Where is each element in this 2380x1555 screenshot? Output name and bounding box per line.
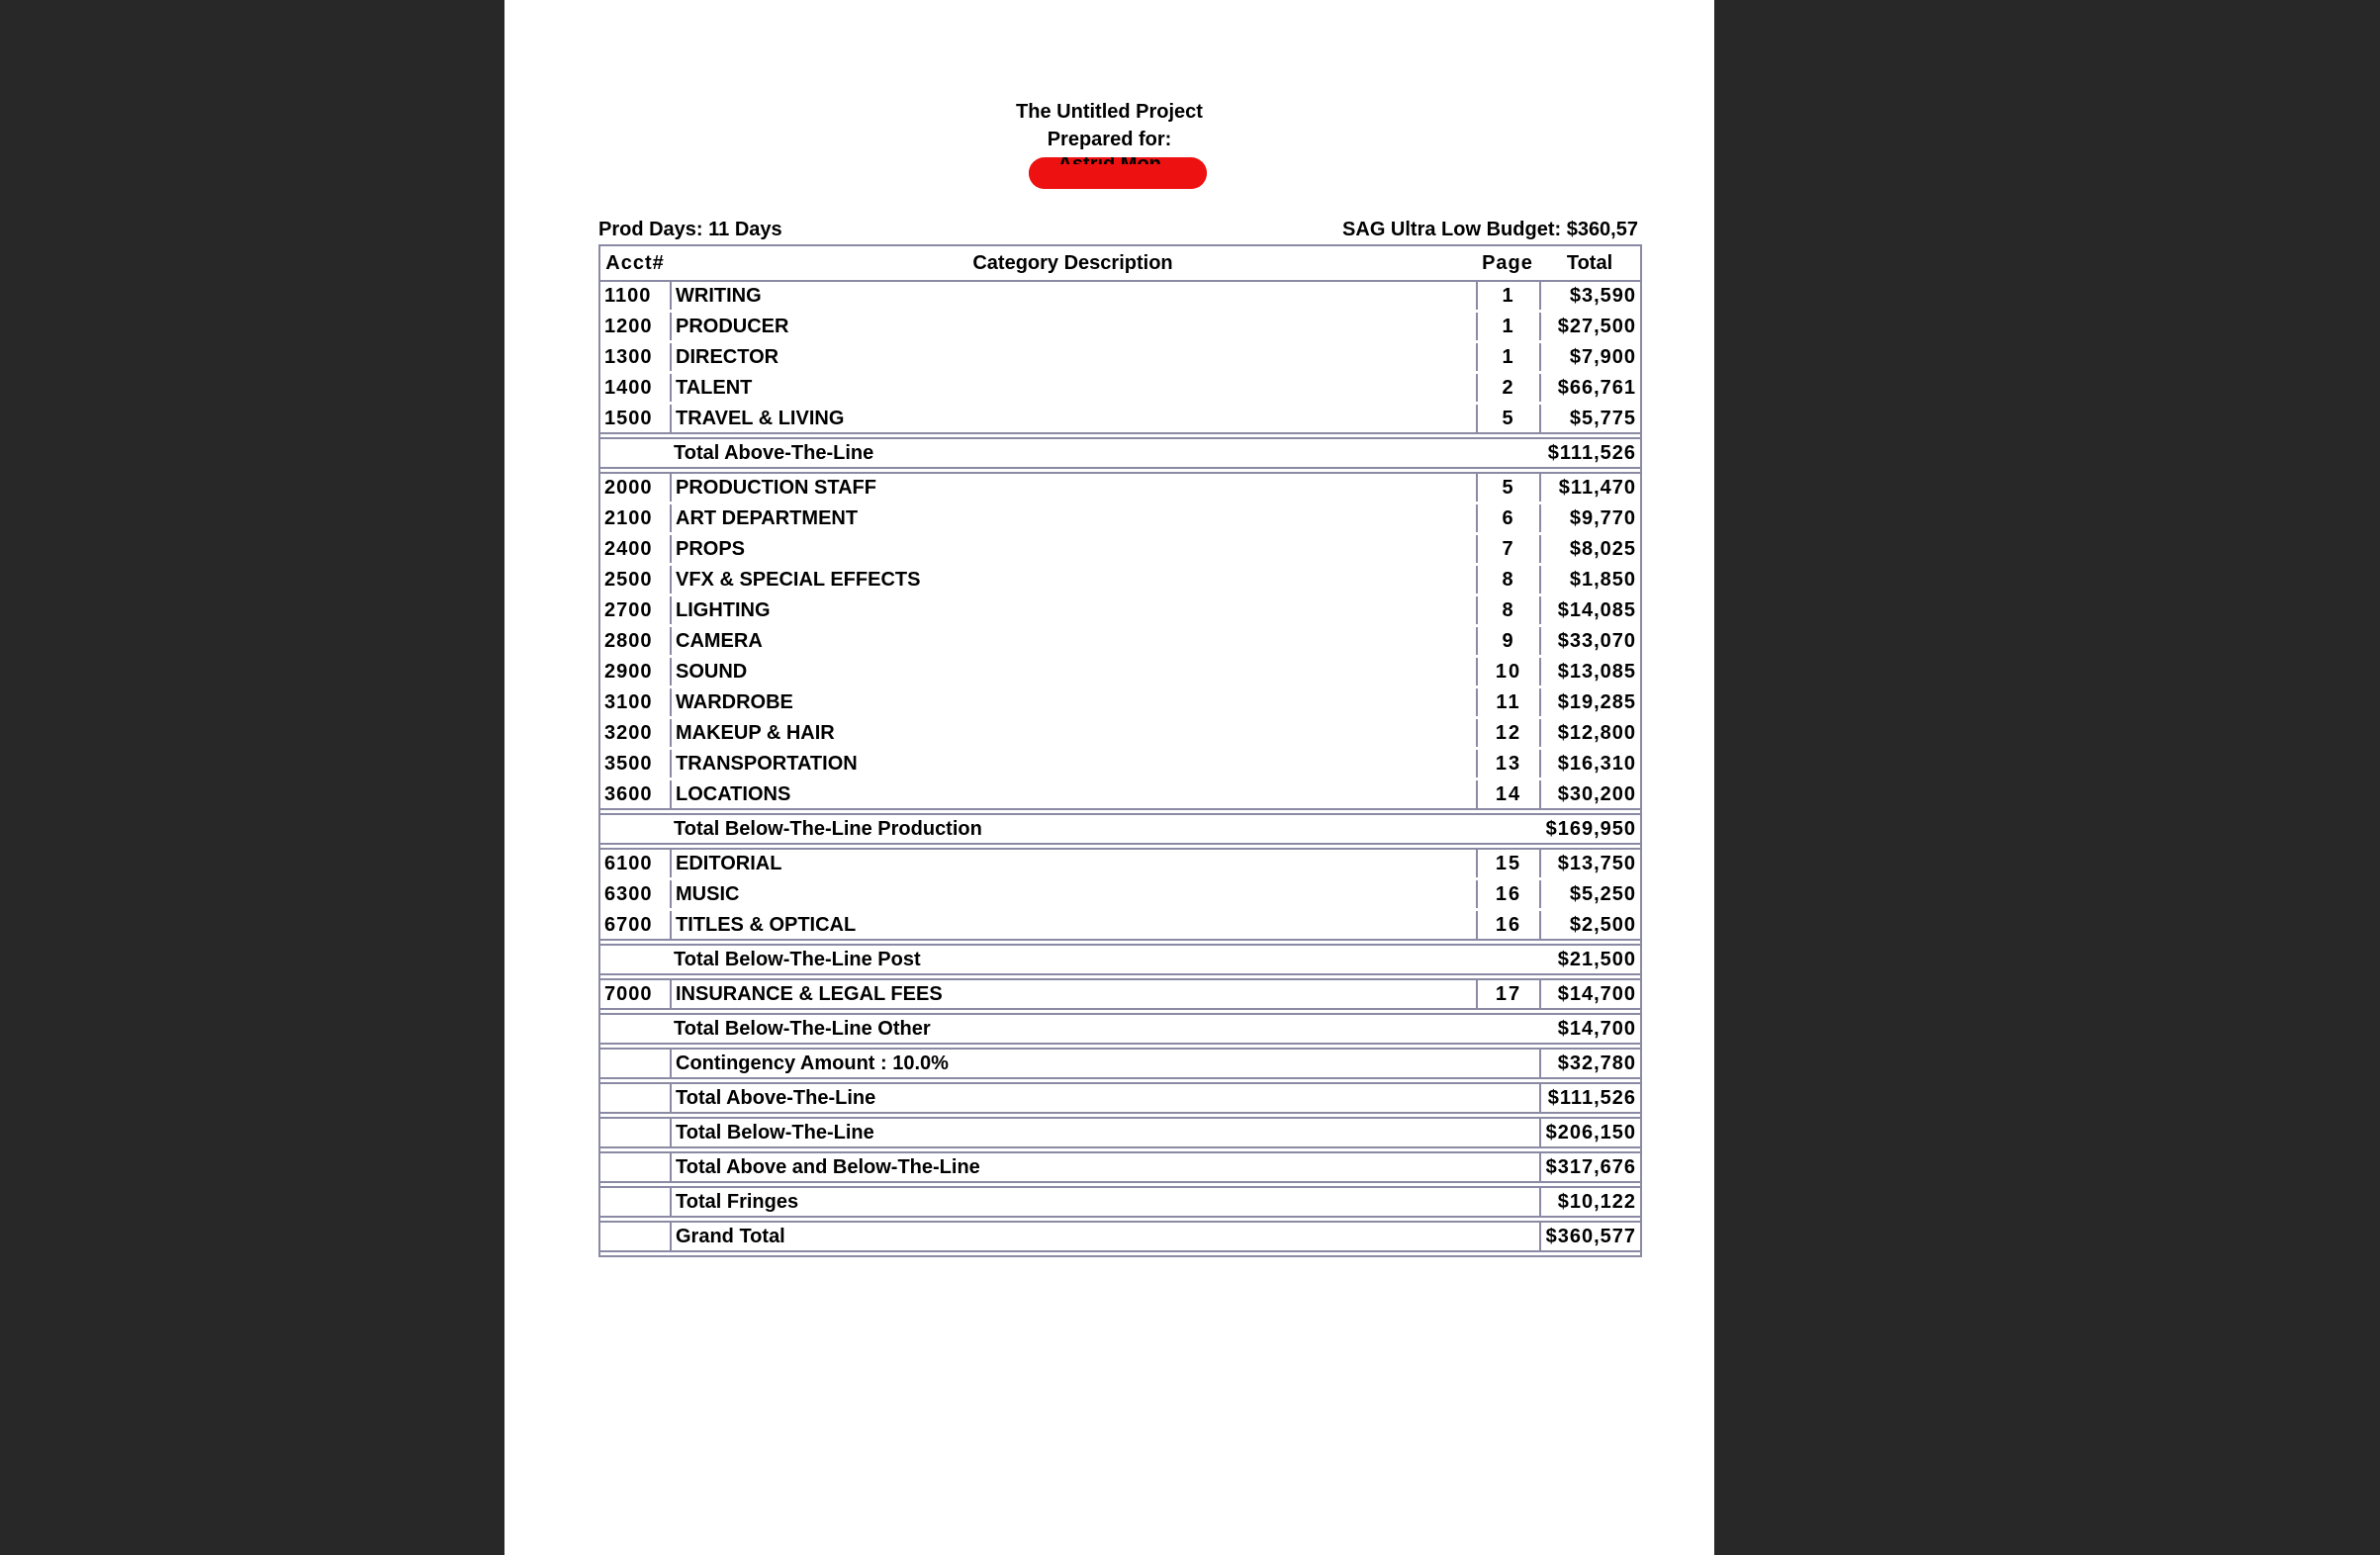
summary-row	[600, 1048, 1640, 1079]
summary-row	[600, 1221, 1640, 1252]
summary-label: Contingency Amount : 10.0%	[670, 1048, 1539, 1079]
subtotal-label: Total Above-The-Line	[670, 437, 1539, 469]
total-cell: $7,900	[1539, 343, 1640, 371]
acct-cell: 2000	[600, 472, 670, 502]
acct-cell: 2700	[604, 599, 653, 621]
description-cell: MAKEUP & HAIR	[670, 719, 1476, 747]
total-cell: $66,761	[1539, 374, 1640, 402]
acct-cell: 1100	[600, 280, 670, 310]
total-cell: $1,850	[1539, 566, 1640, 594]
page-cell: 1	[1476, 343, 1539, 371]
acct-cell: 7000	[600, 978, 670, 1010]
description-cell: TRAVEL & LIVING	[670, 405, 1476, 434]
table-row	[600, 658, 1640, 686]
page-cell: 1	[1476, 313, 1539, 340]
acct-cell: 2900	[604, 661, 653, 683]
table-row	[600, 405, 1640, 434]
acct-cell: 1400	[604, 377, 653, 399]
table-row	[600, 627, 1640, 655]
summary-value: $111,526	[1539, 1082, 1640, 1114]
table-row	[600, 750, 1640, 778]
page-cell: 1	[1476, 280, 1539, 310]
acct-cell: 6700	[600, 911, 670, 941]
total-cell: $5,250	[1539, 880, 1640, 908]
subtotal-label: Total Below-The-Line Other	[670, 1013, 1539, 1045]
page-cell: 6	[1476, 504, 1539, 532]
redacted-name	[1029, 157, 1207, 189]
description-cell: TITLES & OPTICAL	[670, 911, 1476, 941]
subtotal-label: Total Below-The-Line Post	[670, 944, 1539, 975]
description-cell: DIRECTOR	[670, 343, 1476, 371]
total-cell: $11,470	[1539, 472, 1640, 502]
description-cell: WRITING	[670, 280, 1476, 310]
description-cell: ART DEPARTMENT	[670, 504, 1476, 532]
description-cell: PROPS	[670, 535, 1476, 563]
total-cell: $33,070	[1539, 627, 1640, 655]
table-header-row	[600, 249, 1640, 277]
table-row	[600, 880, 1640, 908]
summary-value: $360,577	[1539, 1221, 1640, 1252]
table-row	[600, 978, 1640, 1010]
description-cell: SOUND	[670, 658, 1476, 686]
summary-label: Total Fringes	[670, 1186, 1539, 1218]
description-cell: CAMERA	[670, 627, 1476, 655]
page-cell: 14	[1476, 780, 1539, 810]
description-cell: MUSIC	[670, 880, 1476, 908]
page-cell: 13	[1476, 750, 1539, 778]
description-cell: EDITORIAL	[670, 848, 1476, 877]
summary-label: Grand Total	[670, 1221, 1539, 1252]
page-cell: 16	[1476, 911, 1539, 941]
table-row	[600, 688, 1640, 716]
table-row	[600, 535, 1640, 563]
total-cell: $13,085	[1539, 658, 1640, 686]
total-cell: $19,285	[1539, 688, 1640, 716]
total-cell: $14,700	[1539, 978, 1640, 1010]
total-cell: $2,500	[1539, 911, 1640, 941]
description-cell: LOCATIONS	[670, 780, 1476, 810]
total-cell: $27,500	[1539, 313, 1640, 340]
description-cell: PRODUCTION STAFF	[670, 472, 1476, 502]
acct-cell: 2500	[604, 569, 653, 591]
subtotal-row-atl	[600, 437, 1640, 469]
acct-cell: 2100	[604, 507, 653, 529]
budget-label: SAG Ultra Low Budget: $360,57	[1342, 219, 1638, 240]
total-cell: $5,775	[1539, 405, 1640, 434]
total-cell: $16,310	[1539, 750, 1640, 778]
table-row	[600, 313, 1640, 340]
total-cell: $30,200	[1539, 780, 1640, 810]
page-cell: 8	[1476, 596, 1539, 624]
description-cell: LIGHTING	[670, 596, 1476, 624]
subtotal-row-post	[600, 944, 1640, 975]
page-cell: 12	[1476, 719, 1539, 747]
budget-table	[598, 244, 1642, 1257]
page-cell: 7	[1476, 535, 1539, 563]
summary-value: $317,676	[1539, 1151, 1640, 1183]
acct-cell: 1200	[604, 316, 653, 337]
table-row	[600, 374, 1640, 402]
description-cell: TRANSPORTATION	[670, 750, 1476, 778]
total-cell: $8,025	[1539, 535, 1640, 563]
subtotal-value: $169,950	[1539, 813, 1640, 845]
total-cell: $9,770	[1539, 504, 1640, 532]
total-cell: $3,590	[1539, 280, 1640, 310]
acct-cell: 1500	[600, 405, 670, 434]
summary-row	[600, 1186, 1640, 1218]
summary-label: Total Below-The-Line	[670, 1117, 1539, 1148]
acct-cell: 2800	[604, 630, 653, 652]
above-the-line-group	[600, 280, 1640, 434]
total-cell: $12,800	[1539, 719, 1640, 747]
summary-value: $206,150	[1539, 1117, 1640, 1148]
acct-cell: 3500	[604, 753, 653, 775]
table-row	[600, 596, 1640, 624]
acct-cell: 3200	[604, 722, 653, 744]
acct-cell: 3600	[600, 780, 670, 810]
post-group	[600, 848, 1640, 941]
description-cell: PRODUCER	[670, 313, 1476, 340]
production-group	[600, 472, 1640, 810]
col-page-header: Page	[1482, 252, 1533, 274]
subtotal-row-other	[600, 1013, 1640, 1045]
subtotal-value: $21,500	[1539, 944, 1640, 975]
summary-label: Total Above and Below-The-Line	[670, 1151, 1539, 1183]
total-cell: $14,085	[1539, 596, 1640, 624]
other-group	[600, 978, 1640, 1010]
prepared-for-label: Prepared for:	[1047, 129, 1172, 150]
page-cell: 8	[1476, 566, 1539, 594]
summary-row	[600, 1082, 1640, 1114]
page-cell: 11	[1476, 688, 1539, 716]
description-cell: VFX & SPECIAL EFFECTS	[670, 566, 1476, 594]
summary-row	[600, 1117, 1640, 1148]
acct-cell: 6300	[604, 883, 653, 905]
summary-value: $32,780	[1539, 1048, 1640, 1079]
document-page	[504, 0, 1714, 1555]
table-row	[600, 911, 1640, 941]
col-total-header: Total	[1566, 252, 1613, 274]
page-cell: 16	[1476, 880, 1539, 908]
summary-value: $10,122	[1539, 1186, 1640, 1218]
page-cell: 2	[1476, 374, 1539, 402]
table-row	[600, 848, 1640, 877]
page-cell: 10	[1476, 658, 1539, 686]
acct-cell: 3100	[604, 691, 653, 713]
table-row	[600, 504, 1640, 532]
summary-label: Total Above-The-Line	[670, 1082, 1539, 1114]
subtotal-value: $14,700	[1539, 1013, 1640, 1045]
summary-group	[600, 1048, 1640, 1252]
table-row	[600, 343, 1640, 371]
page-cell: 17	[1476, 978, 1539, 1010]
page-cell: 5	[1476, 405, 1539, 434]
acct-cell: 6100	[600, 848, 670, 877]
page-cell: 9	[1476, 627, 1539, 655]
subtotal-value: $111,526	[1539, 437, 1640, 469]
total-cell: $13,750	[1539, 848, 1640, 877]
project-title: The Untitled Project	[1016, 101, 1203, 123]
col-desc-header: Category Description	[972, 252, 1173, 274]
table-row	[600, 472, 1640, 502]
redaction-mark	[1029, 164, 1207, 189]
description-cell: INSURANCE & LEGAL FEES	[670, 978, 1476, 1010]
description-cell: TALENT	[670, 374, 1476, 402]
acct-cell: 2400	[604, 538, 653, 560]
acct-cell: 1300	[604, 346, 653, 368]
table-row	[600, 280, 1640, 310]
table-row	[600, 566, 1640, 594]
col-acct-header: Acct#	[605, 252, 665, 274]
summary-row	[600, 1151, 1640, 1183]
subtotal-row-production	[600, 813, 1640, 845]
prod-days: Prod Days: 11 Days	[598, 219, 782, 240]
page-cell: 5	[1476, 472, 1539, 502]
table-row	[600, 780, 1640, 810]
page-cell: 15	[1476, 848, 1539, 877]
subtotal-label: Total Below-The-Line Production	[670, 813, 1539, 845]
description-cell: WARDROBE	[670, 688, 1476, 716]
table-row	[600, 719, 1640, 747]
